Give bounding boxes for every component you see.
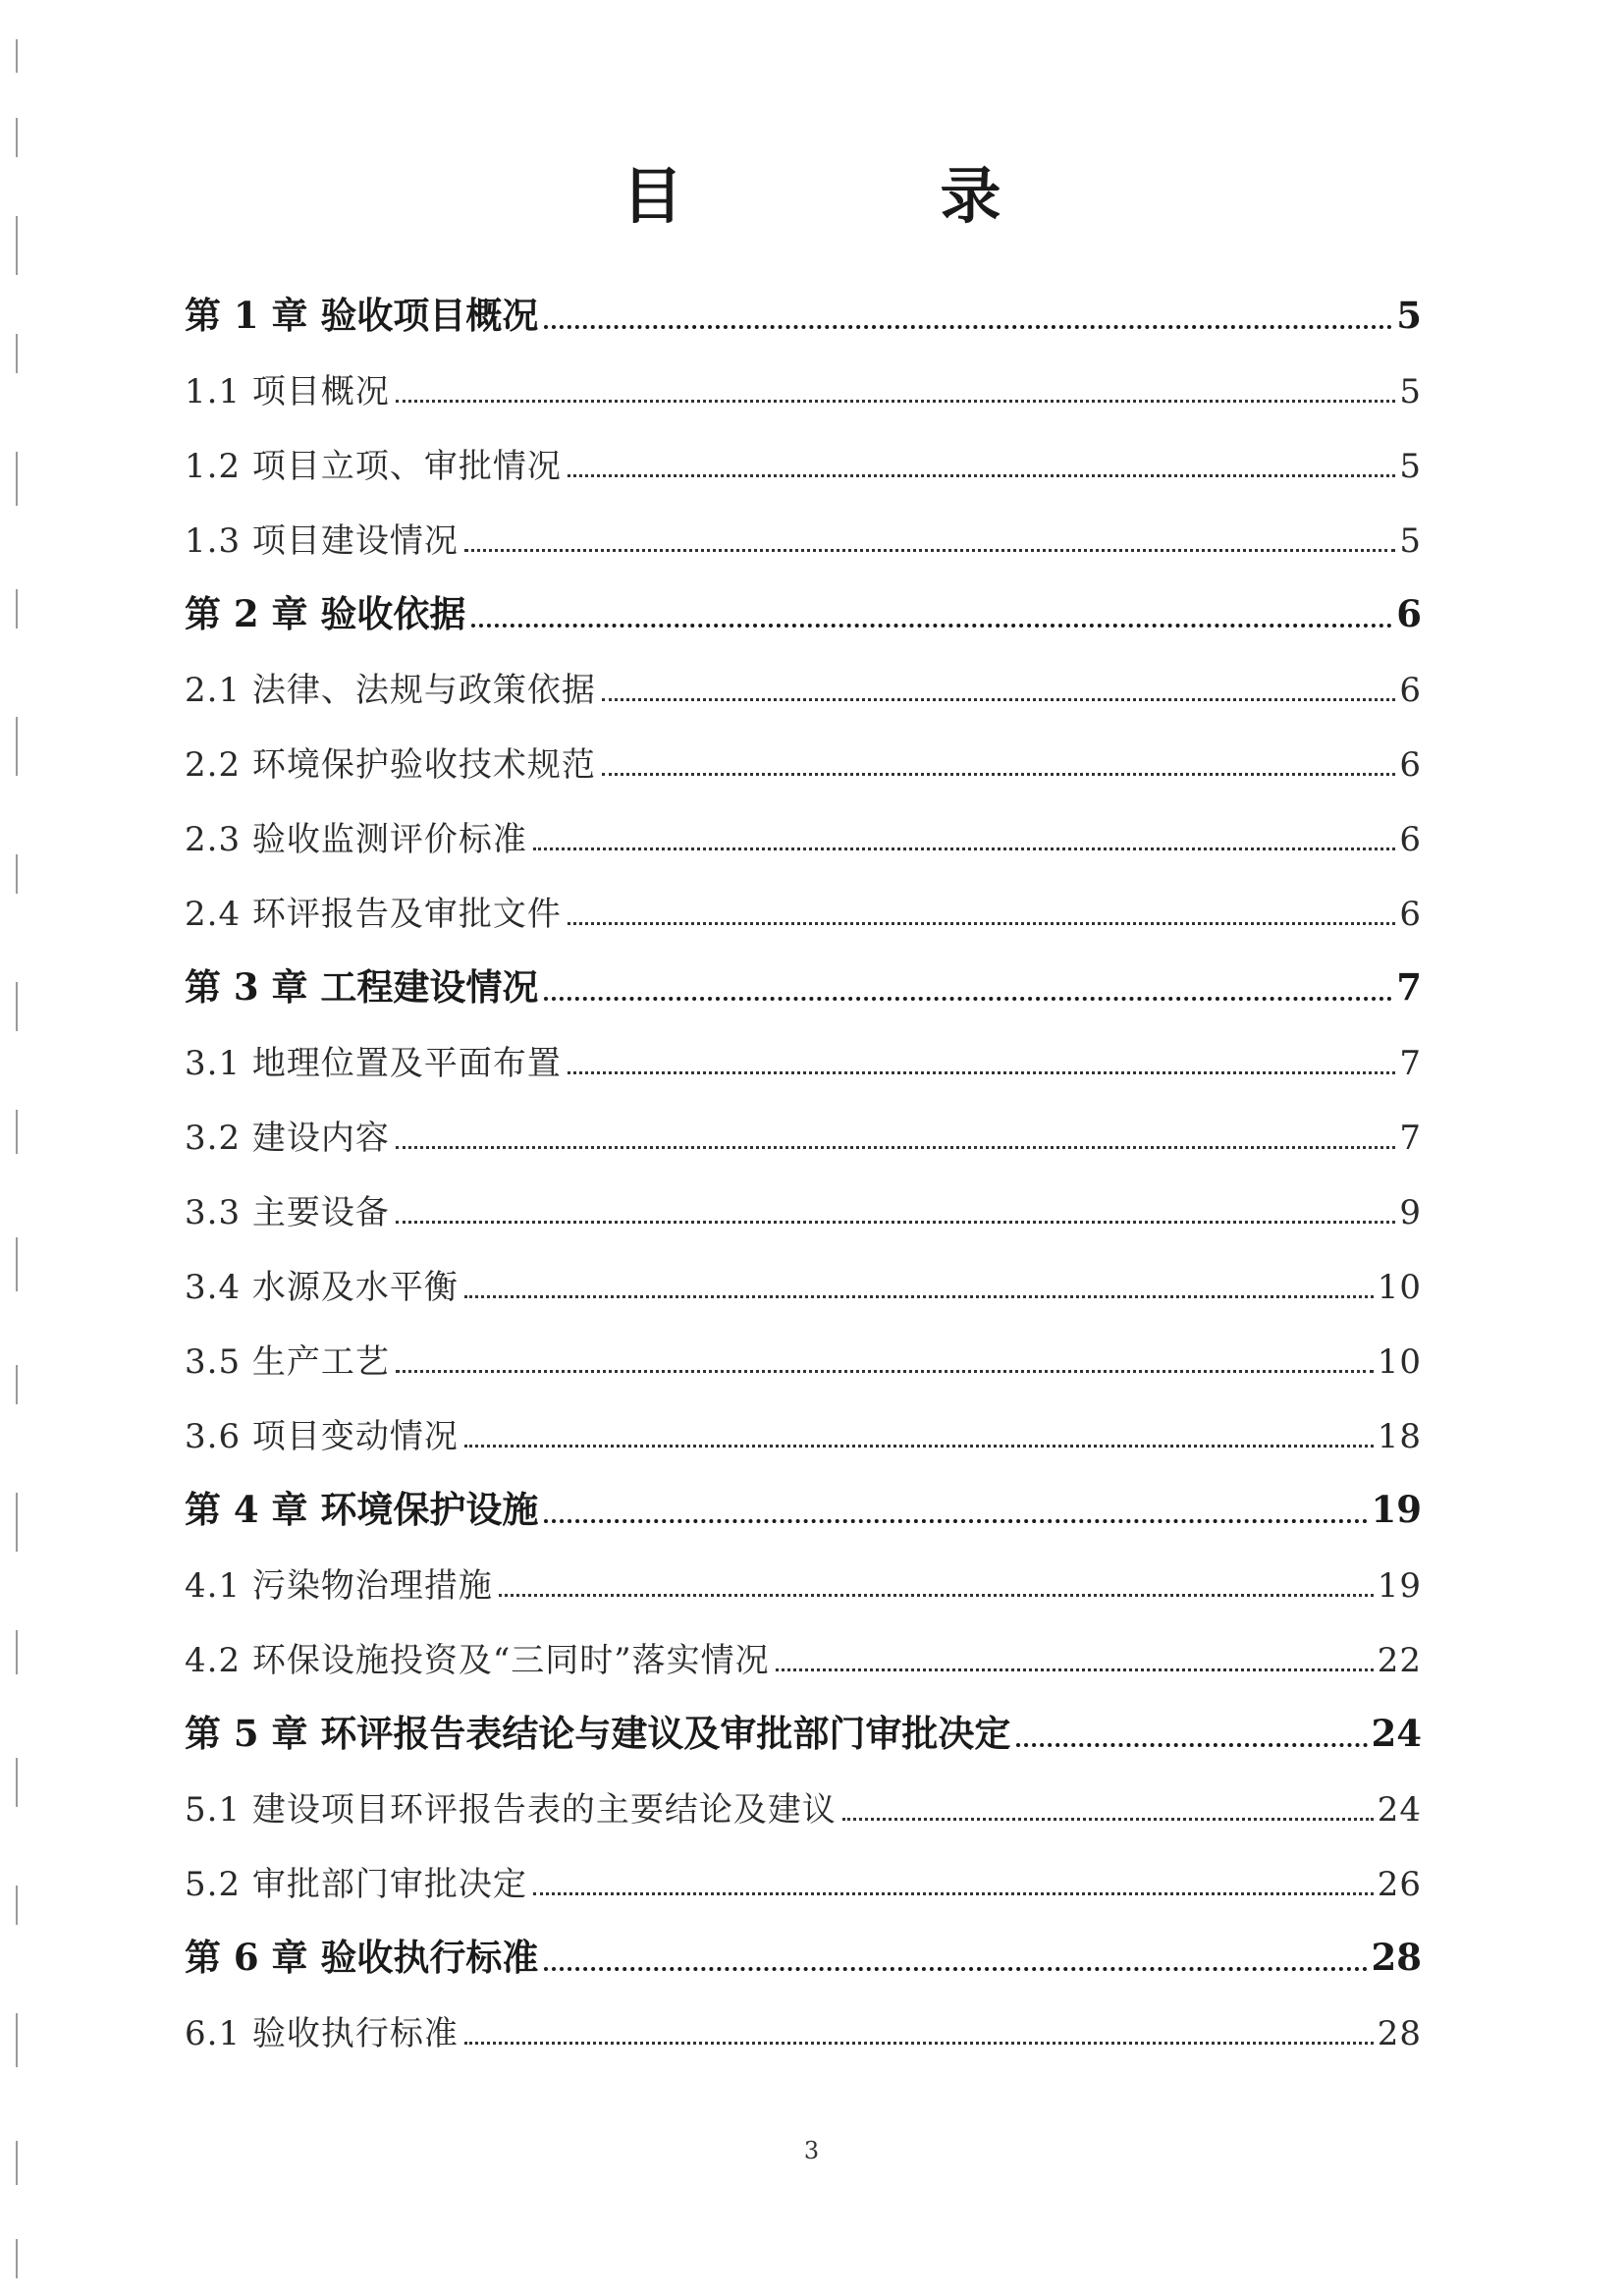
toc-dot-leader (544, 997, 1392, 1001)
toc-dot-leader (544, 1519, 1367, 1523)
toc-entry-page-number: 5 (1399, 521, 1422, 561)
toc-entry-label: 4.1 污染物治理措施 (185, 1566, 493, 1606)
table-of-contents (185, 265, 1422, 2056)
toc-dot-leader (471, 624, 1392, 628)
toc-section-entry[interactable] (185, 1086, 1422, 1161)
toc-dot-leader (396, 400, 1395, 403)
toc-title: 目 录 (622, 160, 1100, 232)
toc-dot-leader (464, 1445, 1374, 1448)
toc-section-entry[interactable] (185, 1534, 1422, 1609)
toc-dot-leader (568, 1071, 1395, 1074)
toc-dot-leader (533, 847, 1395, 850)
toc-entry-label: 3.3 主要设备 (185, 1193, 390, 1232)
toc-entry-page-number: 7 (1399, 1044, 1422, 1083)
toc-dot-leader (396, 1221, 1395, 1224)
toc-entry-page-number: 6 (1396, 592, 1422, 635)
toc-entry-page-number: 26 (1377, 1865, 1422, 1904)
toc-section-entry[interactable] (185, 713, 1422, 788)
toc-dot-leader (1016, 1743, 1367, 1747)
toc-entry-page-number: 6 (1399, 820, 1422, 859)
toc-entry-page-number: 7 (1396, 965, 1422, 1009)
toc-entry-label: 3.4 水源及水平衡 (185, 1268, 459, 1307)
toc-section-entry[interactable] (185, 862, 1422, 937)
toc-entry-label: 2.3 验收监测评价标准 (185, 820, 527, 859)
toc-entry-label: 1.2 项目立项、审批情况 (185, 447, 562, 486)
toc-entry-label: 6.1 验收执行标准 (185, 2014, 459, 2053)
toc-entry-page-number: 6 (1399, 745, 1422, 785)
toc-chapter-entry[interactable] (185, 1459, 1422, 1534)
toc-chapter-entry[interactable] (185, 265, 1422, 340)
toc-dot-leader (568, 922, 1395, 925)
toc-entry-label: 第 1 章 验收项目概况 (185, 294, 539, 337)
toc-entry-label: 第 3 章 工程建设情况 (185, 965, 539, 1009)
toc-entry-label: 5.1 建设项目环评报告表的主要结论及建议 (185, 1790, 837, 1830)
toc-section-entry[interactable] (185, 1310, 1422, 1385)
binding-edge-marks (16, 39, 20, 2278)
toc-dot-leader (776, 1668, 1374, 1671)
toc-entry-page-number: 10 (1377, 1342, 1422, 1382)
toc-section-entry[interactable] (185, 340, 1422, 414)
toc-dot-leader (533, 1892, 1374, 1895)
toc-section-entry[interactable] (185, 1832, 1422, 1907)
toc-entry-page-number: 22 (1377, 1641, 1422, 1680)
toc-entry-label: 3.1 地理位置及平面布置 (185, 1044, 562, 1083)
toc-entry-label: 3.2 建设内容 (185, 1119, 390, 1158)
toc-entry-page-number: 24 (1371, 1712, 1422, 1755)
toc-section-entry[interactable] (185, 1758, 1422, 1832)
toc-entry-page-number: 5 (1396, 294, 1422, 337)
toc-entry-label: 1.1 项目概况 (185, 372, 390, 411)
toc-entry-label: 4.2 环保设施投资及“三同时”落实情况 (185, 1641, 770, 1680)
toc-entry-label: 5.2 审批部门审批决定 (185, 1865, 527, 1904)
toc-entry-label: 第 4 章 环境保护设施 (185, 1488, 539, 1531)
toc-entry-page-number: 7 (1399, 1119, 1422, 1158)
toc-dot-leader (544, 325, 1392, 329)
toc-entry-label: 3.5 生产工艺 (185, 1342, 390, 1382)
toc-dot-leader (464, 549, 1395, 552)
toc-section-entry[interactable] (185, 1385, 1422, 1459)
toc-section-entry[interactable] (185, 1011, 1422, 1086)
toc-section-entry[interactable] (185, 1982, 1422, 2056)
toc-chapter-entry[interactable] (185, 937, 1422, 1011)
toc-dot-leader (396, 1146, 1395, 1149)
toc-section-entry[interactable] (185, 1161, 1422, 1235)
toc-entry-label: 1.3 项目建设情况 (185, 521, 459, 561)
toc-chapter-entry[interactable] (185, 1683, 1422, 1758)
toc-dot-leader (499, 1594, 1374, 1597)
toc-dot-leader (568, 474, 1395, 477)
toc-entry-label: 第 6 章 验收执行标准 (185, 1936, 539, 1979)
toc-entry-page-number: 19 (1371, 1488, 1422, 1531)
toc-entry-page-number: 6 (1399, 895, 1422, 934)
toc-entry-label: 3.6 项目变动情况 (185, 1417, 459, 1456)
toc-section-entry[interactable] (185, 1609, 1422, 1683)
toc-entry-page-number: 9 (1399, 1193, 1422, 1232)
toc-chapter-entry[interactable] (185, 1907, 1422, 1982)
toc-entry-page-number: 5 (1399, 372, 1422, 411)
toc-section-entry[interactable] (185, 1235, 1422, 1310)
toc-dot-leader (544, 1967, 1367, 1971)
toc-entry-page-number: 10 (1377, 1268, 1422, 1307)
toc-dot-leader (464, 2042, 1374, 2045)
toc-entry-page-number: 6 (1399, 671, 1422, 710)
toc-dot-leader (602, 773, 1395, 776)
toc-entry-page-number: 28 (1371, 1936, 1422, 1979)
page-number: 3 (803, 2137, 820, 2164)
toc-dot-leader (464, 1295, 1374, 1298)
toc-entry-page-number: 5 (1399, 447, 1422, 486)
toc-entry-label: 2.1 法律、法规与政策依据 (185, 671, 596, 710)
toc-section-entry[interactable] (185, 414, 1422, 489)
toc-entry-label: 2.2 环境保护验收技术规范 (185, 745, 596, 785)
toc-entry-page-number: 19 (1377, 1566, 1422, 1606)
toc-entry-label: 2.4 环评报告及审批文件 (185, 895, 562, 934)
toc-dot-leader (602, 698, 1395, 701)
toc-entry-label: 第 5 章 环评报告表结论与建议及审批部门审批决定 (185, 1712, 1011, 1755)
toc-entry-page-number: 24 (1377, 1790, 1422, 1830)
toc-dot-leader (842, 1818, 1374, 1821)
toc-entry-page-number: 18 (1377, 1417, 1422, 1456)
toc-dot-leader (396, 1370, 1374, 1373)
toc-entry-page-number: 28 (1377, 2014, 1422, 2053)
toc-section-entry[interactable] (185, 638, 1422, 713)
toc-entry-label: 第 2 章 验收依据 (185, 592, 466, 635)
toc-section-entry[interactable] (185, 489, 1422, 564)
toc-section-entry[interactable] (185, 788, 1422, 862)
toc-chapter-entry[interactable] (185, 564, 1422, 638)
